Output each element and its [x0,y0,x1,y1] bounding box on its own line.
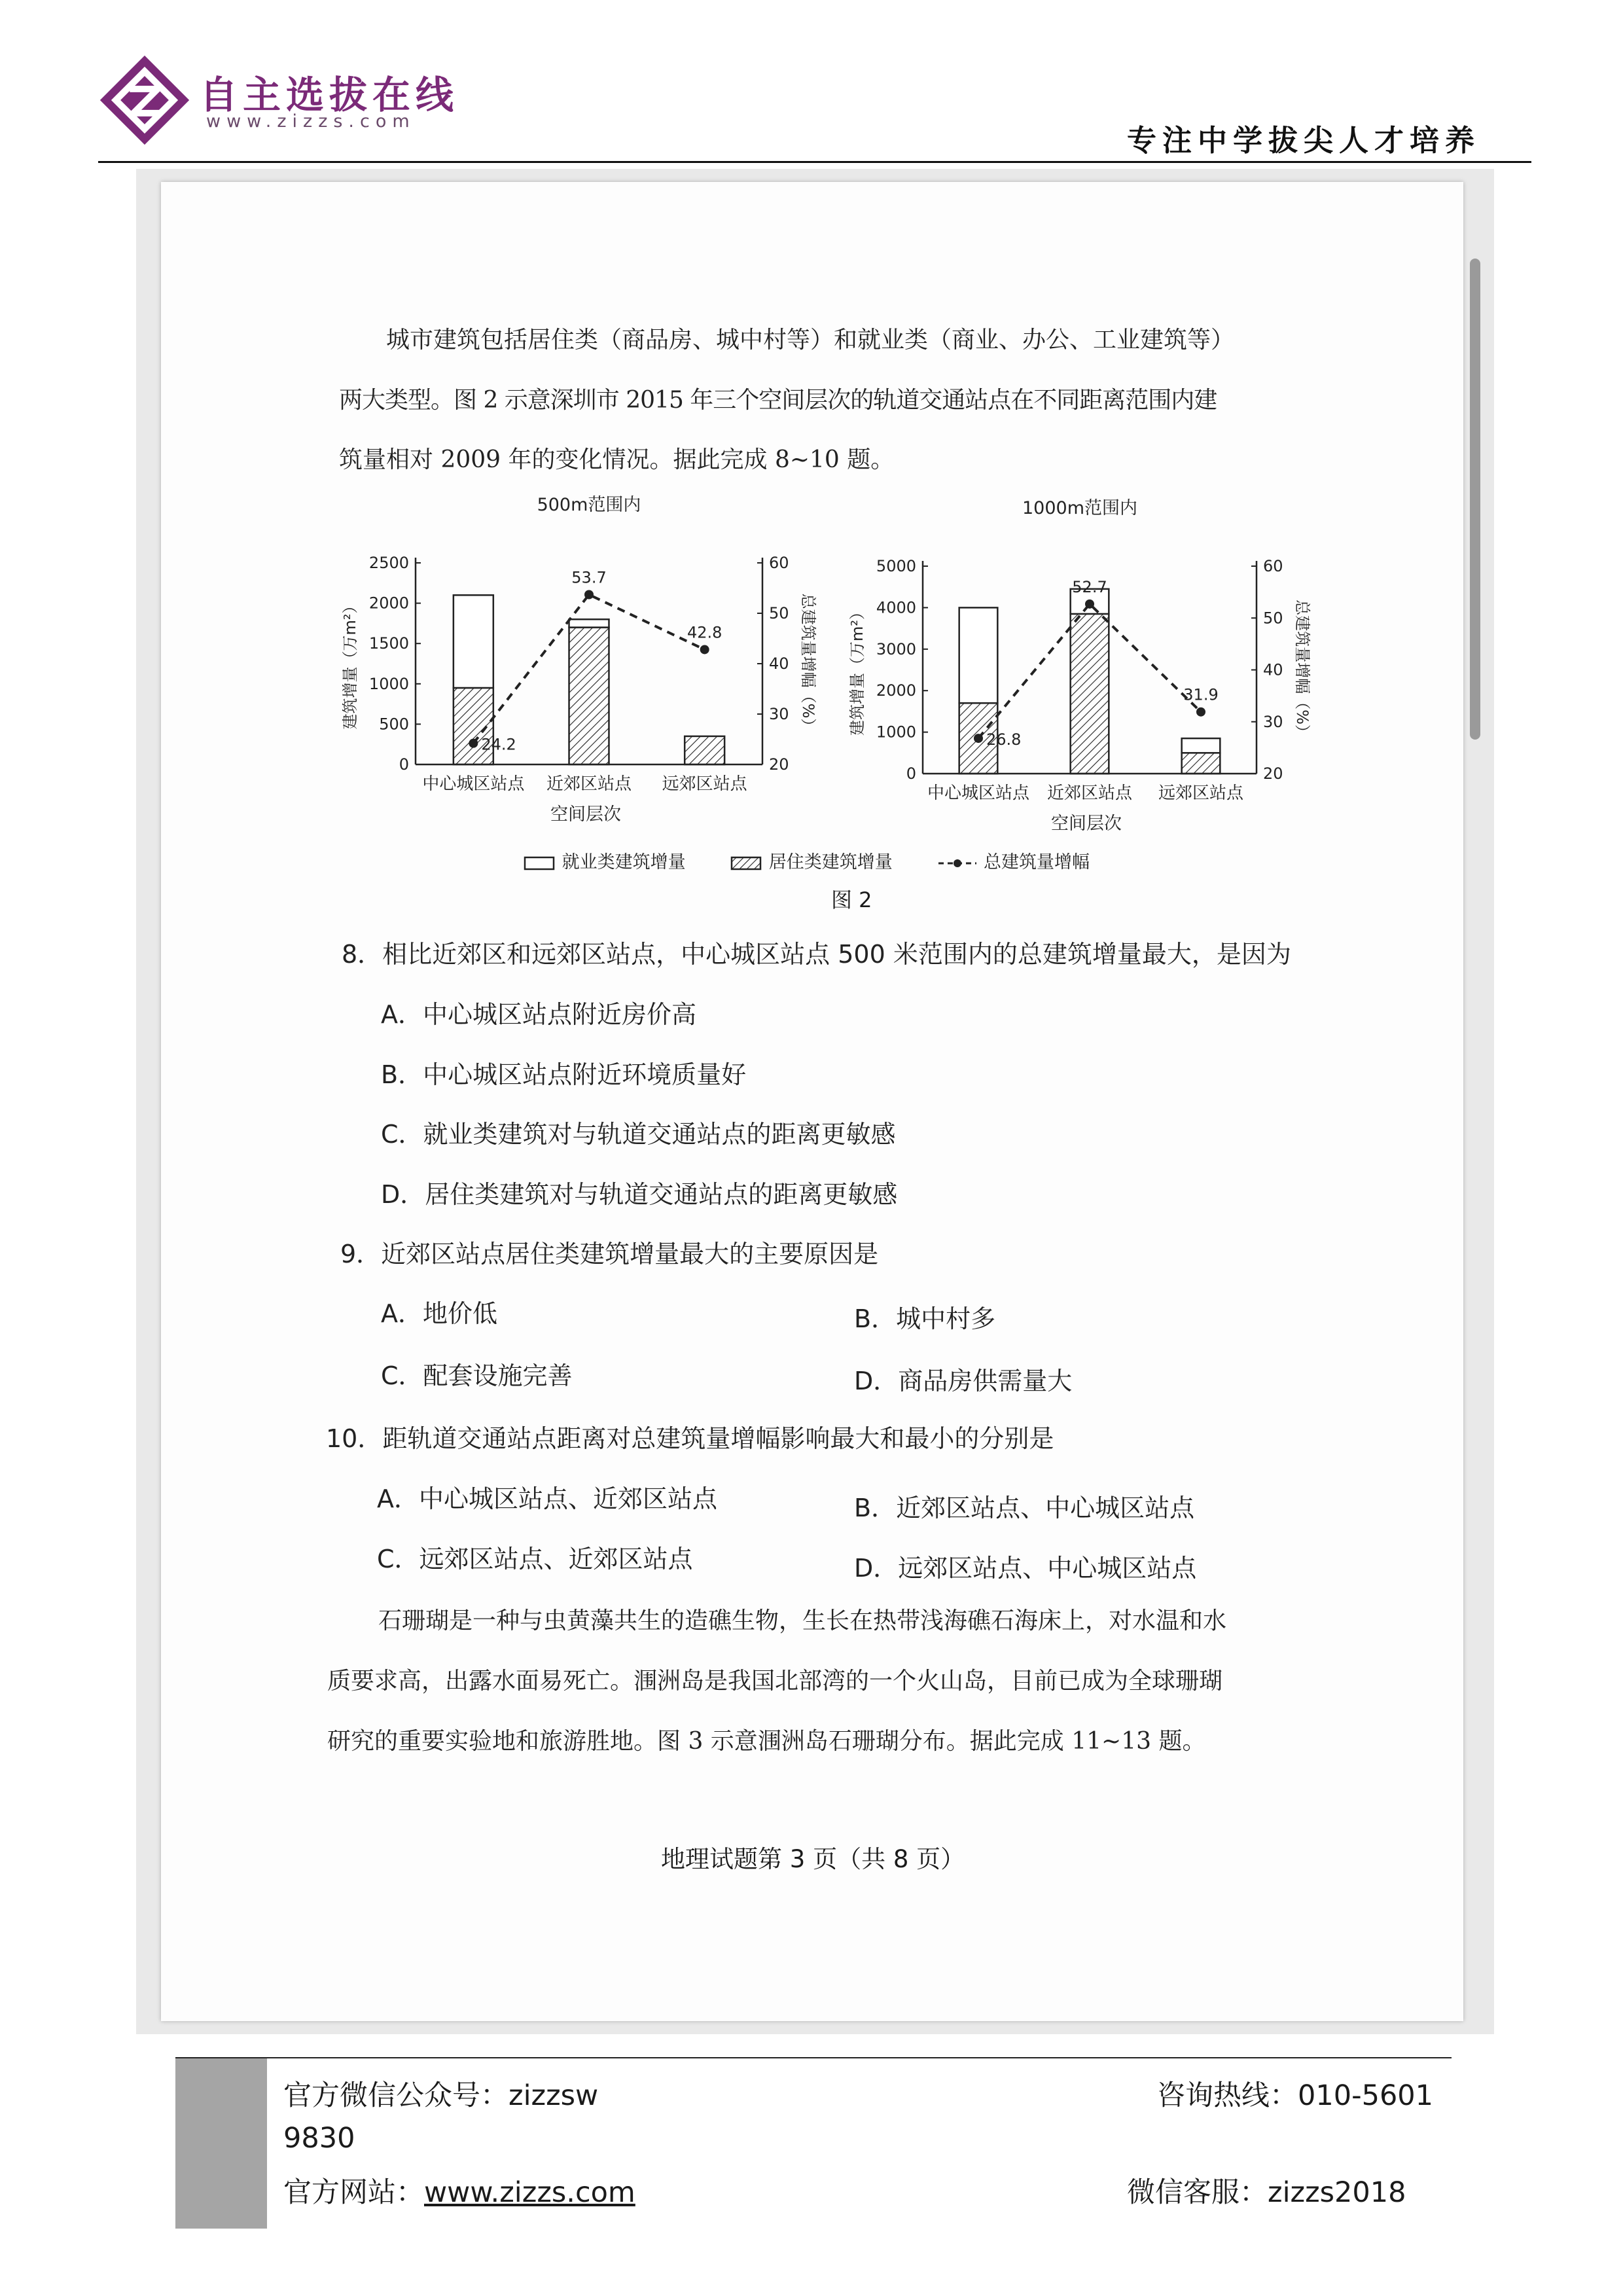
brand-url[interactable]: www.zizzs.com [206,111,416,132]
q8-option-c[interactable]: C．就业类建筑对与轨道交通站点的距离更敏感 [381,1120,896,1149]
q10-stem: 10．距轨道交通站点距离对总建筑量增幅影响最大和最小的分别是 [326,1424,1054,1453]
legend-employment-swatch [524,855,556,871]
header-divider [98,161,1531,163]
total-increase-label: 52.7 [1072,577,1107,596]
y-axis-title-left: 建筑增量（万m²） [341,598,359,730]
x-tick-label: 中心城区站点 [422,774,525,794]
y-tick-label-left: 0 [399,755,409,774]
y-tick-label-right: 40 [1263,660,1283,679]
y-tick-label-left: 1000 [876,723,916,742]
y-tick-label-left: 1500 [368,634,409,653]
y-axis-title-left: 建筑增量（万m²） [848,604,866,736]
y-tick-label-right: 50 [769,604,789,622]
q8-option-b[interactable]: B．中心城区站点附近环境质量好 [381,1060,747,1089]
coral-line-2: 质要求高，出露水面易死亡。涠洲岛是我国北部湾的一个火山岛，目前已成为全球珊瑚 [327,1668,1223,1695]
total-increase-point [1085,600,1094,609]
bar-residential [685,736,724,764]
legend-total-swatch [937,855,978,871]
page-number: 地理试题第 3 页（共 8 页） [661,1845,965,1873]
q10-option-a[interactable]: A．中心城区站点、近郊区站点 [377,1484,717,1513]
total-increase-point [469,739,478,748]
y-axis-title-right: 总建筑量增幅（%） [799,593,817,734]
footer-wechat-public-cont: 9830 [283,2122,355,2155]
footer-hotline: 咨询热线：010-5601 [1157,2079,1434,2112]
y-tick-label-right: 30 [769,705,789,723]
y-tick-label-left: 3000 [876,639,916,658]
figure-caption: 图 2 [831,888,872,912]
bar-employment [569,619,609,627]
brand-logo [98,54,191,147]
y-tick-label-right: 20 [769,755,789,774]
y-tick-label-left: 1000 [368,674,409,693]
bar-residential [569,628,609,764]
total-increase-point [974,734,983,743]
y-tick-label-right: 60 [1263,557,1283,575]
y-tick-label-left: 5000 [876,557,916,575]
legend-residential-label: 居住类建筑增量 [768,852,893,872]
y-tick-label-left: 500 [379,715,409,734]
q10-option-b[interactable]: B．近郊区站点、中心城区站点 [854,1494,1195,1522]
total-increase-label: 31.9 [1183,685,1219,704]
y-tick-label-right: 40 [769,655,789,673]
legend-employment-label: 就业类建筑增量 [562,852,686,872]
total-increase-label: 24.2 [481,735,516,754]
scrollbar[interactable] [1470,259,1480,740]
total-increase-label: 26.8 [986,730,1022,749]
legend-residential [730,848,893,873]
x-axis-title: 空间层次 [1051,814,1122,834]
y-axis-title-right: 总建筑量增幅（%） [1293,600,1311,740]
legend-total [937,848,1090,873]
footer-divider [175,2057,1452,2058]
total-increase-label: 42.8 [687,623,722,642]
footer-website-link[interactable]: www.zizzs.com [424,2176,635,2209]
total-increase-point [1196,708,1205,717]
footer-wechat-public: 官方微信公众号：zizzsw [283,2079,599,2112]
q9-option-b[interactable]: B．城中村多 [854,1304,996,1333]
q9-option-a[interactable]: A．地价低 [381,1299,497,1328]
x-tick-label: 中心城区站点 [927,783,1030,803]
q10-option-c[interactable]: C．远郊区站点、近郊区站点 [377,1545,693,1573]
x-tick-label: 近郊区站点 [546,774,632,794]
chart-title: 500m范围内 [537,495,641,515]
q9-option-c[interactable]: C．配套设施完善 [381,1361,573,1390]
footer-website [283,2170,635,2210]
brand-name: 自主选拔在线 [200,73,459,117]
intro-line-1: 城市建筑包括居住类（商品房、城中村等）和就业类（商业、办公、工业建筑等） [386,327,1235,353]
header-slogan: 专注中学拔尖人才培养 [1126,123,1480,158]
q9-stem: 9．近郊区站点居住类建筑增量最大的主要原因是 [340,1240,879,1268]
y-tick-label-left: 2500 [368,554,409,572]
q9-option-d[interactable]: D．商品房供需量大 [854,1367,1073,1395]
y-tick-label-right: 20 [1263,764,1283,783]
y-tick-label-left: 2000 [876,681,916,700]
y-tick-label-right: 50 [1263,609,1283,628]
chart-legend [524,848,1129,874]
total-increase-point [700,645,709,654]
coral-line-1: 石珊瑚是一种与虫黄藻共生的造礁生物，生长在热带浅海礁石海床上，对水温和水 [378,1607,1227,1634]
bar-employment [1182,738,1221,753]
y-tick-label-right: 60 [769,554,789,572]
bar-employment [959,607,998,703]
total-increase-point [584,590,594,600]
q8-option-a[interactable]: A．中心城区站点附近房价高 [381,1000,696,1029]
legend-residential-swatch [730,855,763,871]
y-tick-label-left: 0 [906,764,916,783]
q8-option-d[interactable]: D．居住类建筑对与轨道交通站点的距离更敏感 [381,1180,898,1209]
footer-accent-bar [175,2058,267,2229]
bar-residential [1182,753,1221,774]
bar-residential [1071,614,1109,774]
footer-website-label: 官方网站： [283,2176,424,2209]
intro-line-3: 筑量相对 2009 年的变化情况。据此完成 8~10 题。 [339,446,895,473]
legend-total-label: 总建筑量增幅 [983,852,1090,872]
y-tick-label-left: 2000 [368,594,409,613]
x-tick-label: 远郊区站点 [662,774,747,794]
legend-employment [524,848,686,873]
footer-wechat-service: 微信客服：zizzs2018 [1127,2176,1406,2209]
chart-500m [327,484,838,838]
x-tick-label: 近郊区站点 [1046,783,1133,803]
chart-1000m [838,488,1335,841]
coral-line-3: 研究的重要实验地和旅游胜地。图 3 示意涠洲岛石珊瑚分布。据此完成 11~13 题。 [327,1728,1206,1755]
q10-option-d[interactable]: D．远郊区站点、中心城区站点 [854,1554,1197,1583]
x-tick-label: 远郊区站点 [1158,783,1244,803]
x-axis-title: 空间层次 [550,804,621,825]
y-tick-label-right: 30 [1263,712,1283,731]
y-tick-label-left: 4000 [876,598,916,617]
chart-title: 1000m范围内 [1022,498,1138,518]
q8-stem: 8．相比近郊区和远郊区站点，中心城区站点 500 米范围内的总建筑增量最大，是因为 [342,940,1291,969]
total-increase-label: 53.7 [571,568,607,587]
intro-line-2: 两大类型。图 2 示意深圳市 2015 年三个空间层次的轨道交通站点在不同距离范围内建 [339,387,1217,414]
bar-employment [454,595,493,688]
